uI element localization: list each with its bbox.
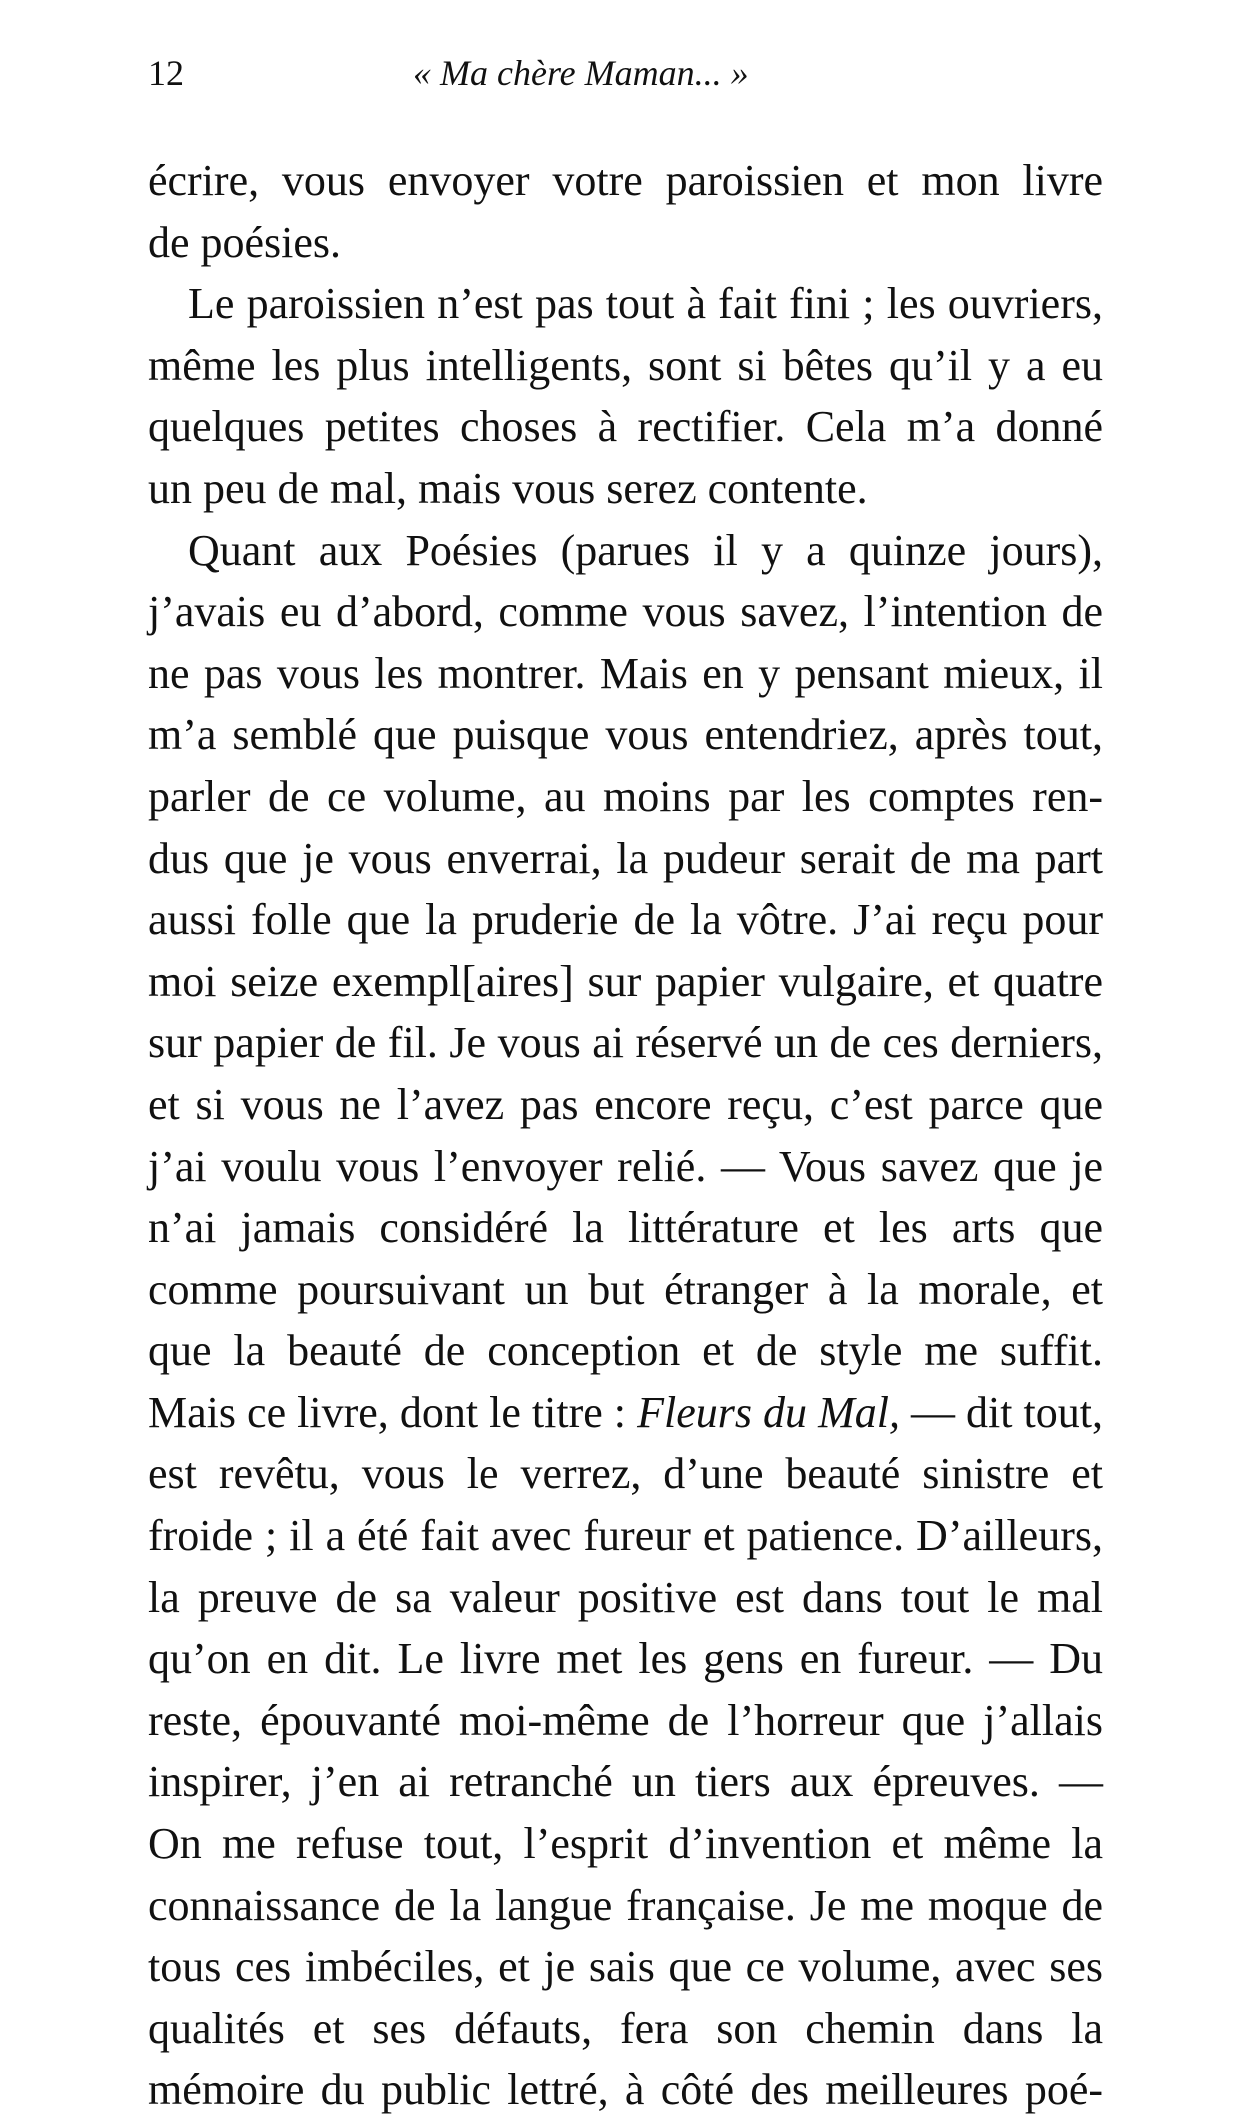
text-line: dus que je vous enverrai, la pudeur serait de ma part: [148, 833, 1103, 883]
text-line: connaissance de la langue française. Je me moque de: [148, 1880, 1103, 1930]
text-line: tous ces imbéciles, et je sais que ce volume, avec ses: [148, 1942, 1103, 1992]
text-line: mémoire du public lettré, à côté des meilleures poé-: [148, 2065, 1103, 2115]
text-line: même les plus intelligents, sont si bêtes qu’il y a eu: [148, 340, 1103, 390]
page-number: 12: [148, 53, 184, 93]
text-line: On me refuse tout, l’esprit d’invention et même la: [148, 1819, 1103, 1869]
text-line: qualités et ses défauts, fera son chemin dans la: [148, 2003, 1103, 2053]
text-segment: Mais ce livre, dont le titre :: [148, 1387, 638, 1437]
text-line: j’ai voulu vous l’envoyer relié. — Vous savez que je: [148, 1141, 1103, 1191]
text-line: écrire, vous envoyer votre paroissien et mon livre: [148, 156, 1103, 205]
text-line: qu’on en dit. Le livre met les gens en fureur. — Du: [148, 1634, 1103, 1684]
text-line: et si vous ne l’avez pas encore reçu, c’est parce que: [148, 1079, 1103, 1129]
text-line: de poésies.: [148, 217, 342, 267]
text-line: que la beauté de conception et de style me suffit.: [148, 1326, 1103, 1376]
text-line: reste, épouvanté moi-même de l’horreur que j’allais: [148, 1695, 1103, 1745]
running-title: « Ma chère Maman... »: [413, 53, 749, 93]
text-line: ne pas vous les montrer. Mais en y pensant mieux, il: [148, 648, 1103, 698]
text-line: Le paroissien n’est pas tout à fait fini ; les ouvriers,: [188, 279, 1103, 329]
book-title: Fleurs du Mal,: [637, 1387, 900, 1437]
text-line: quelques petites choses à rectifier. Cela m’a donné: [148, 402, 1103, 452]
text-line: froide ; il a été fait avec fureur et patience. D’ailleurs,: [148, 1511, 1103, 1561]
page-header: [148, 48, 1103, 98]
text-line: m’a semblé que puisque vous entendriez, après tout,: [148, 710, 1103, 760]
letter-body: [148, 150, 1103, 2121]
text-line: Quant aux Poésies (parues il y a quinze jours),: [188, 525, 1103, 575]
text-line: la preuve de sa valeur positive est dans tout le mal: [148, 1572, 1103, 1622]
text-line: inspirer, j’en ai retranché un tiers aux épreuves. —: [148, 1757, 1103, 1807]
text-line: aussi folle que la pruderie de la vôtre. J’ai reçu pour: [148, 895, 1103, 945]
text-line: parler de ce volume, au moins par les comptes ren-: [148, 771, 1103, 821]
text-line: comme poursuivant un but étranger à la morale, et: [148, 1264, 1103, 1314]
text-line: j’avais eu d’abord, comme vous savez, l’intention de: [148, 587, 1103, 637]
text-line-with-title: [148, 1382, 1103, 1444]
text-segment: — dit tout,: [899, 1387, 1103, 1437]
text-line: un peu de mal, mais vous serez contente.: [148, 463, 868, 513]
text-line: sur papier de fil. Je vous ai réservé un de ces derniers,: [148, 1018, 1103, 1068]
text-line: n’ai jamais considéré la littérature et les arts que: [148, 1203, 1103, 1253]
text-line: est revêtu, vous le verrez, d’une beauté sinistre et: [148, 1449, 1103, 1499]
text-line: moi seize exempl[aires] sur papier vulgaire, et quatre: [148, 956, 1103, 1006]
